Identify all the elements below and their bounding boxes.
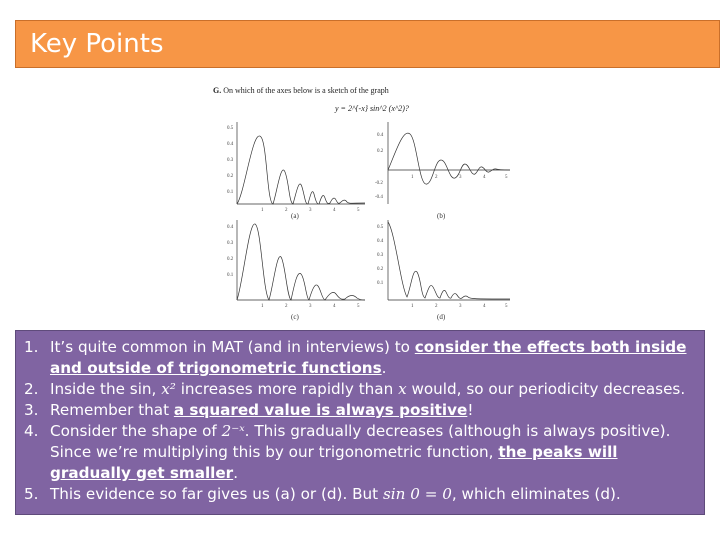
svg-text:2: 2 xyxy=(435,175,438,180)
svg-text:3: 3 xyxy=(309,208,312,213)
svg-text:-0.4: -0.4 xyxy=(375,195,383,200)
svg-text:0.3: 0.3 xyxy=(227,158,234,163)
svg-text:0.2: 0.2 xyxy=(377,149,384,154)
svg-text:-0.2: -0.2 xyxy=(375,181,383,186)
svg-text:0.5: 0.5 xyxy=(377,225,384,230)
question-formula: y = 2^{-x} sin^2 (x^2)? xyxy=(335,104,409,113)
svg-text:5: 5 xyxy=(505,175,508,180)
panel-a-label: (a) xyxy=(291,212,299,220)
list-item: Remember that a squared value is always positive! xyxy=(50,401,474,419)
svg-text:1: 1 xyxy=(411,304,414,309)
question-text: On which of the axes below is a sketch of the graph xyxy=(223,86,389,95)
svg-text:4: 4 xyxy=(333,208,336,213)
panel-c-label: (c) xyxy=(291,313,299,321)
svg-text:2: 2 xyxy=(285,304,288,309)
svg-text:0.4: 0.4 xyxy=(227,142,234,147)
question-number: G. xyxy=(213,86,222,95)
svg-text:0.1: 0.1 xyxy=(377,281,384,286)
panel-b-label: (b) xyxy=(437,212,446,220)
svg-text:0.3: 0.3 xyxy=(227,241,234,246)
panel-d-label: (d) xyxy=(437,313,446,321)
graph-panels xyxy=(205,82,525,322)
panel-a-curve xyxy=(237,136,365,204)
svg-text:5: 5 xyxy=(357,304,360,309)
svg-text:2: 2 xyxy=(435,304,438,309)
svg-text:0.1: 0.1 xyxy=(227,190,234,195)
panel-b-curve xyxy=(388,133,510,184)
list-item: It’s quite common in MAT (and in interviews) to consider the effects both inside and outside of trigonometric functions. xyxy=(50,338,687,377)
svg-text:5: 5 xyxy=(505,304,508,309)
svg-text:4: 4 xyxy=(333,304,336,309)
svg-text:0.2: 0.2 xyxy=(227,174,234,179)
panel-c-curve xyxy=(237,224,365,300)
list-item: This evidence so far gives us (a) or (d). But sin 0 = 0, which eliminates (d). xyxy=(50,485,621,503)
svg-text:0.5: 0.5 xyxy=(227,126,234,131)
svg-text:0.2: 0.2 xyxy=(377,267,384,272)
svg-text:3: 3 xyxy=(459,175,462,180)
svg-text:0.4: 0.4 xyxy=(377,133,384,138)
svg-text:5: 5 xyxy=(357,208,360,213)
key-points-list xyxy=(16,331,704,505)
title-bar xyxy=(15,20,720,68)
question-figure xyxy=(205,82,525,322)
svg-text:4: 4 xyxy=(483,175,486,180)
key-points-panel xyxy=(15,330,705,515)
svg-text:2: 2 xyxy=(285,208,288,213)
list-item: Inside the sin, x² increases more rapidly than x would, so our periodicity decreases. xyxy=(50,380,686,398)
slide-title: Key Points xyxy=(30,29,164,59)
svg-text:0.1: 0.1 xyxy=(227,273,234,278)
svg-text:0.3: 0.3 xyxy=(377,253,384,258)
svg-text:3: 3 xyxy=(309,304,312,309)
svg-text:3: 3 xyxy=(459,304,462,309)
svg-text:0.4: 0.4 xyxy=(377,239,384,244)
svg-text:4: 4 xyxy=(483,304,486,309)
panel-d-curve xyxy=(388,222,510,299)
svg-text:0.4: 0.4 xyxy=(227,225,234,230)
svg-text:1: 1 xyxy=(261,304,264,309)
svg-text:1: 1 xyxy=(411,175,414,180)
list-item: Consider the shape of 2⁻ˣ. This gradually decreases (although is always positive). Since we’re multiplying this by our trigonometric function, the peaks will gradually get smaller. xyxy=(50,422,671,482)
svg-text:1: 1 xyxy=(261,208,264,213)
svg-text:0.2: 0.2 xyxy=(227,257,234,262)
